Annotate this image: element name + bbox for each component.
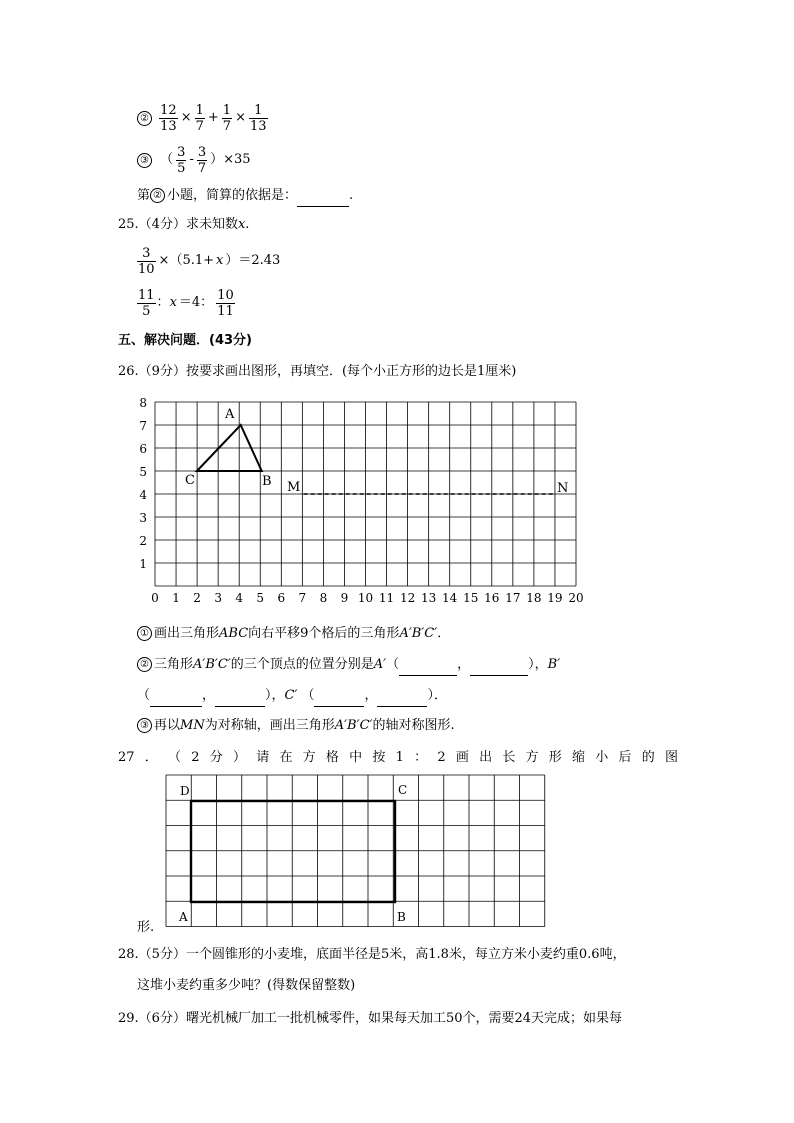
x-tick-label: 13 — [421, 591, 437, 605]
title-char: 27 — [118, 750, 135, 765]
point-label-b: B — [397, 910, 406, 924]
q26-sub-2: ② 三角形A′B′C′的三个顶点的位置分别是A′（ ， ），B′ — [137, 655, 560, 676]
x-tick-label: 12 — [399, 591, 416, 605]
x-tick-label: 17 — [505, 591, 521, 605]
item-number: ① — [137, 626, 152, 641]
title-char: 2 — [191, 750, 200, 765]
q24-item-3: ③ （ $\frac{3}{5}$ - $\frac{3}{7}$ ）×35 — [137, 140, 253, 180]
q28-line-1: 28.（5分）一个圆锥形的小麦堆，底面半径是5米，高1.8米，每立方米小麦约重0.6吨， — [118, 947, 626, 962]
x-tick-label: 2 — [193, 591, 201, 605]
item-number: ③ — [137, 718, 152, 733]
q26-sub-1: ① 画出三角形ABC向右平移9个格后的三角形A′B′C′． — [137, 624, 450, 644]
grid-lines — [166, 775, 545, 927]
q24-item-2: ② $\frac{12}{13}$ × $\frac{1}{7}$ + $\frac{1}{7}$ × $\frac{1}{13}$ — [137, 98, 269, 138]
point-label-n: N — [557, 481, 569, 496]
title-char: 方 — [525, 750, 539, 765]
title-char: 缩 — [572, 750, 586, 765]
x-tick-label: 7 — [298, 591, 307, 605]
q26-sub-3: ③ 再以MN为对称轴，画出三角形A′B′C′的轴对称图形. — [137, 716, 455, 736]
fraction: $\frac{10}{11}$ — [217, 287, 234, 319]
y-tick-label: 2 — [139, 534, 147, 548]
fraction: $\frac{1}{13}$ — [249, 102, 267, 134]
fraction: $\frac{3}{5}$ — [177, 144, 186, 176]
grid-lines — [155, 402, 576, 586]
q29-line-1: 29.（6分）曙光机械厂加工一批机械零件，如果每天加工50个，需要24天完成；如果每 — [118, 1011, 623, 1026]
title-char: 中 — [349, 750, 363, 765]
q25-equation-2: $\frac{11}{5}$ ：x ＝4： $\frac{10}{11}$ — [138, 287, 234, 319]
x-tick-label: 11 — [378, 591, 395, 605]
q27-title — [118, 748, 678, 768]
point-label-a: A — [179, 910, 188, 924]
answer-blank[interactable] — [297, 186, 349, 207]
title-char: ） — [232, 750, 246, 765]
q26-coordinate-grid — [130, 392, 600, 612]
title-char: 1 — [395, 750, 404, 765]
x-tick-label: 4 — [235, 591, 244, 605]
answer-blank[interactable] — [314, 686, 364, 707]
answer-blank[interactable] — [150, 686, 202, 707]
y-tick-label: 6 — [139, 442, 147, 456]
x-tick-label: 10 — [357, 591, 374, 605]
title-char: 在 — [279, 750, 293, 765]
q28-line-2: 这堆小麦约重多少吨？(得数保留整数) — [137, 978, 356, 993]
q27-end: 形. — [137, 920, 155, 935]
x-tick-label: 15 — [463, 591, 479, 605]
title-char: 2 — [437, 750, 446, 765]
q27-grid — [160, 772, 552, 932]
point-label-m: M — [287, 480, 301, 495]
answer-blank[interactable] — [377, 686, 427, 707]
answer-blank[interactable] — [215, 686, 265, 707]
x-tick-label: 19 — [547, 591, 563, 605]
x-tick-label: 5 — [256, 591, 265, 605]
x-tick-label: 3 — [214, 591, 222, 605]
x-tick-label: 14 — [442, 591, 458, 605]
fraction: $\frac{1}{7}$ — [195, 102, 204, 134]
y-tick-label: 3 — [139, 511, 147, 525]
y-tick-label: 8 — [139, 396, 147, 410]
y-tick-label: 5 — [139, 465, 147, 479]
title-char: 画 — [455, 750, 469, 765]
point-label-b: B — [262, 474, 272, 489]
y-tick-label: 1 — [139, 557, 147, 571]
item-number: ② — [137, 111, 152, 126]
title-char: 出 — [479, 750, 493, 765]
answer-blank[interactable] — [399, 655, 457, 676]
point-label-c: C — [185, 473, 195, 488]
x-tick-label: 8 — [319, 591, 328, 605]
fraction: $\frac{11}{5}$ — [138, 287, 155, 319]
item-number: ② — [150, 188, 165, 203]
title-char: （ — [168, 750, 182, 765]
title-char: 图 — [664, 750, 678, 765]
x-tick-label: 9 — [340, 591, 349, 605]
fraction: $\frac{3}{10}$ — [138, 245, 155, 277]
x-tick-label: 6 — [277, 591, 286, 605]
x-tick-label: 0 — [151, 591, 159, 605]
q25-equation-1: $\frac{3}{10}$ ×（5.1+ x ）＝2.43 — [138, 245, 281, 277]
x-tick-label: 18 — [526, 591, 542, 605]
x-tick-label: 16 — [484, 591, 500, 605]
x-tick-label: 1 — [172, 591, 180, 605]
item-number: ② — [137, 657, 152, 672]
y-tick-label: 7 — [139, 419, 147, 433]
point-label-a: A — [225, 407, 235, 422]
q26-title: 26.（9分）按要求画出图形，再填空．(每个小正方形的边长是1厘米) — [118, 364, 517, 379]
title-char: 分 — [209, 750, 223, 765]
title-char: ． — [144, 750, 158, 765]
q26-sub-2-cont: （ ， ），C′ （ ， ）． — [137, 686, 447, 707]
title-char: 请 — [256, 750, 270, 765]
title-char: 后 — [618, 750, 632, 765]
title-char: 长 — [502, 750, 516, 765]
y-tick-label: 4 — [139, 488, 147, 502]
fraction: $\frac{1}{7}$ — [222, 102, 232, 134]
tick-labels — [139, 396, 583, 605]
q24-note: 第 ② 小题，简算的依据是： . — [137, 186, 353, 207]
section-heading: 五、解决问题．(43分) — [118, 333, 252, 348]
title-char: 格 — [325, 750, 339, 765]
title-char: 按 — [372, 750, 386, 765]
point-label-c: C — [398, 783, 408, 797]
title-char: 的 — [641, 750, 655, 765]
title-char: ： — [414, 750, 428, 765]
item-number: ③ — [137, 153, 152, 168]
title-char: 方 — [302, 750, 316, 765]
rectangle-abcd — [191, 801, 395, 902]
title-char: 小 — [595, 750, 609, 765]
fraction: $\frac{12}{13}$ — [160, 102, 177, 134]
q25-title: 25.（4分）求未知数x. — [118, 217, 250, 232]
title-char: 形 — [548, 750, 562, 765]
x-tick-label: 20 — [568, 591, 584, 605]
point-label-d: D — [180, 784, 190, 798]
fraction: $\frac{3}{7}$ — [197, 144, 207, 176]
answer-blank[interactable] — [470, 655, 528, 676]
